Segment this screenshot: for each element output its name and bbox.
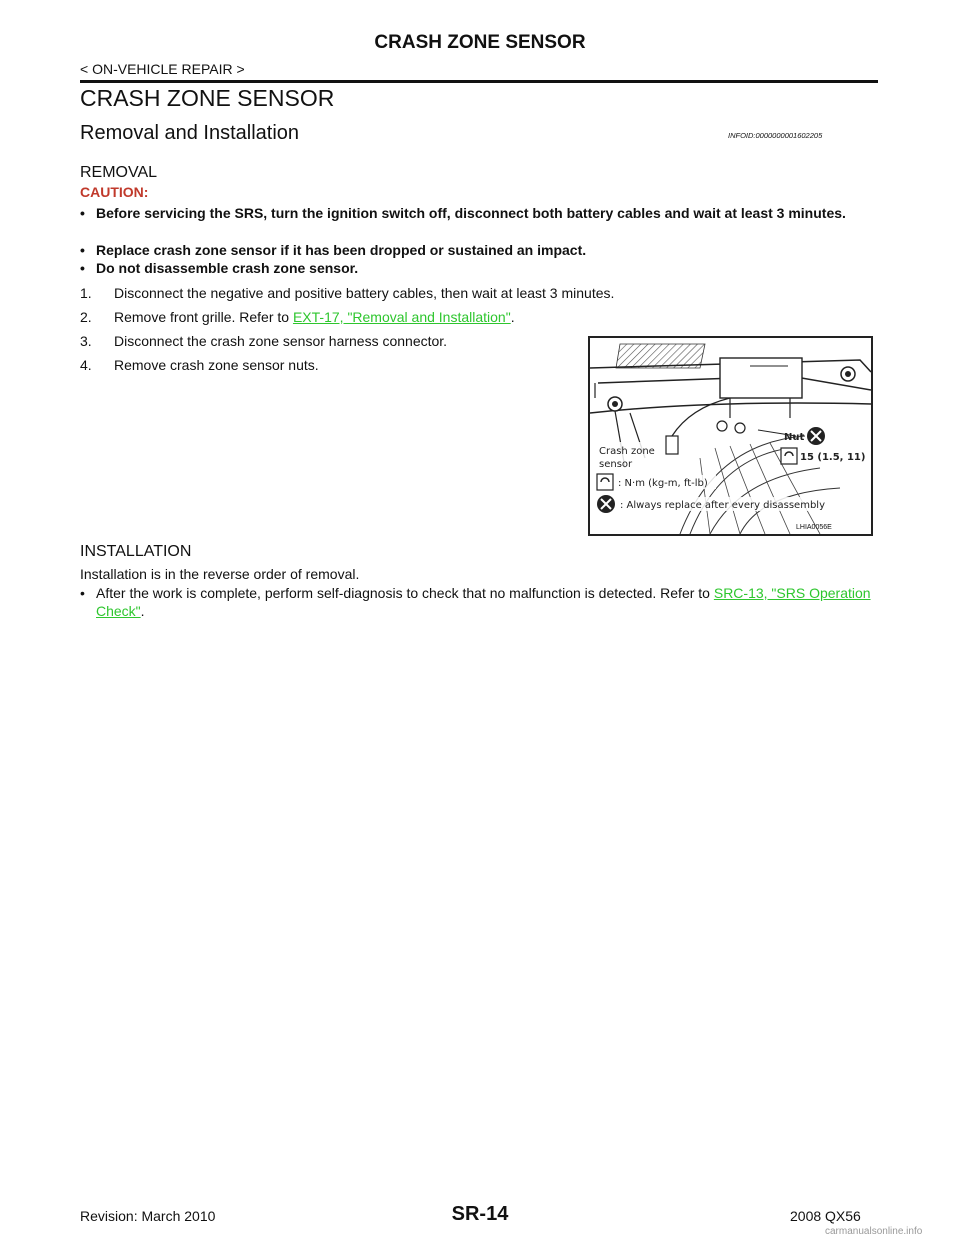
page-header-title: CRASH ZONE SENSOR <box>374 32 586 53</box>
section-subtitle: Removal and Installation <box>80 122 300 144</box>
removal-step-2: 2. Remove front grille. Refer to EXT-17, "Removal and Installation". <box>80 309 515 325</box>
removal-heading: REMOVAL <box>80 164 158 181</box>
label-crash-zone: Crash zone <box>599 446 655 457</box>
figure-code: LHIA0056E <box>796 524 832 531</box>
info-id: INFOID:0000000001602205 <box>728 131 823 140</box>
removal-step-3: 3. Disconnect the crash zone sensor harness connector. <box>80 333 448 349</box>
label-nut: Nut <box>784 432 805 443</box>
label-torque: 15 (1.5, 11) <box>800 452 866 463</box>
crash-zone-sensor-illustration <box>590 338 871 534</box>
caution-label: CAUTION: <box>80 184 149 200</box>
removal-step-4: 4. Remove crash zone sensor nuts. <box>80 357 319 373</box>
watermark: carmanualsonline.info <box>825 1226 923 1237</box>
header-rule <box>80 80 878 83</box>
installation-heading: INSTALLATION <box>80 543 192 560</box>
section-title: CRASH ZONE SENSOR <box>80 85 335 111</box>
label-sensor: sensor <box>599 459 633 470</box>
legend-replace: : Always replace after every disassembly <box>620 500 825 511</box>
removal-step-1: 1. Disconnect the negative and positive battery cables, then wait at least 3 minutes. <box>80 285 615 301</box>
installation-text: Installation is in the reverse order of removal. <box>80 566 360 582</box>
src-13-link[interactable]: SRC-13, "SRS Operation Check" <box>96 585 871 619</box>
footer-model: 2008 QX56 <box>790 1208 861 1224</box>
caution-item: • Before servicing the SRS, turn the ignition switch off, disconnect both battery cables and wait at least 3 minutes. <box>80 205 846 221</box>
crash-zone-sensor-figure <box>588 336 873 536</box>
footer-page-number: SR-14 <box>451 1203 509 1225</box>
legend-torque: : N·m (kg-m, ft-lb) <box>618 478 708 489</box>
footer-revision: Revision: March 2010 <box>80 1208 216 1224</box>
caution-item: • Replace crash zone sensor if it has been dropped or sustained an impact. <box>80 242 587 258</box>
caution-item: • Do not disassemble crash zone sensor. <box>80 260 359 276</box>
installation-bullet: • After the work is complete, perform self-diagnosis to check that no malfunction is detected. Refer to SRC-13, "SRS Operation Check". <box>80 585 871 619</box>
ext-17-link[interactable]: EXT-17, "Removal and Installation" <box>292 309 511 325</box>
breadcrumb: < ON-VEHICLE REPAIR > <box>80 61 245 77</box>
